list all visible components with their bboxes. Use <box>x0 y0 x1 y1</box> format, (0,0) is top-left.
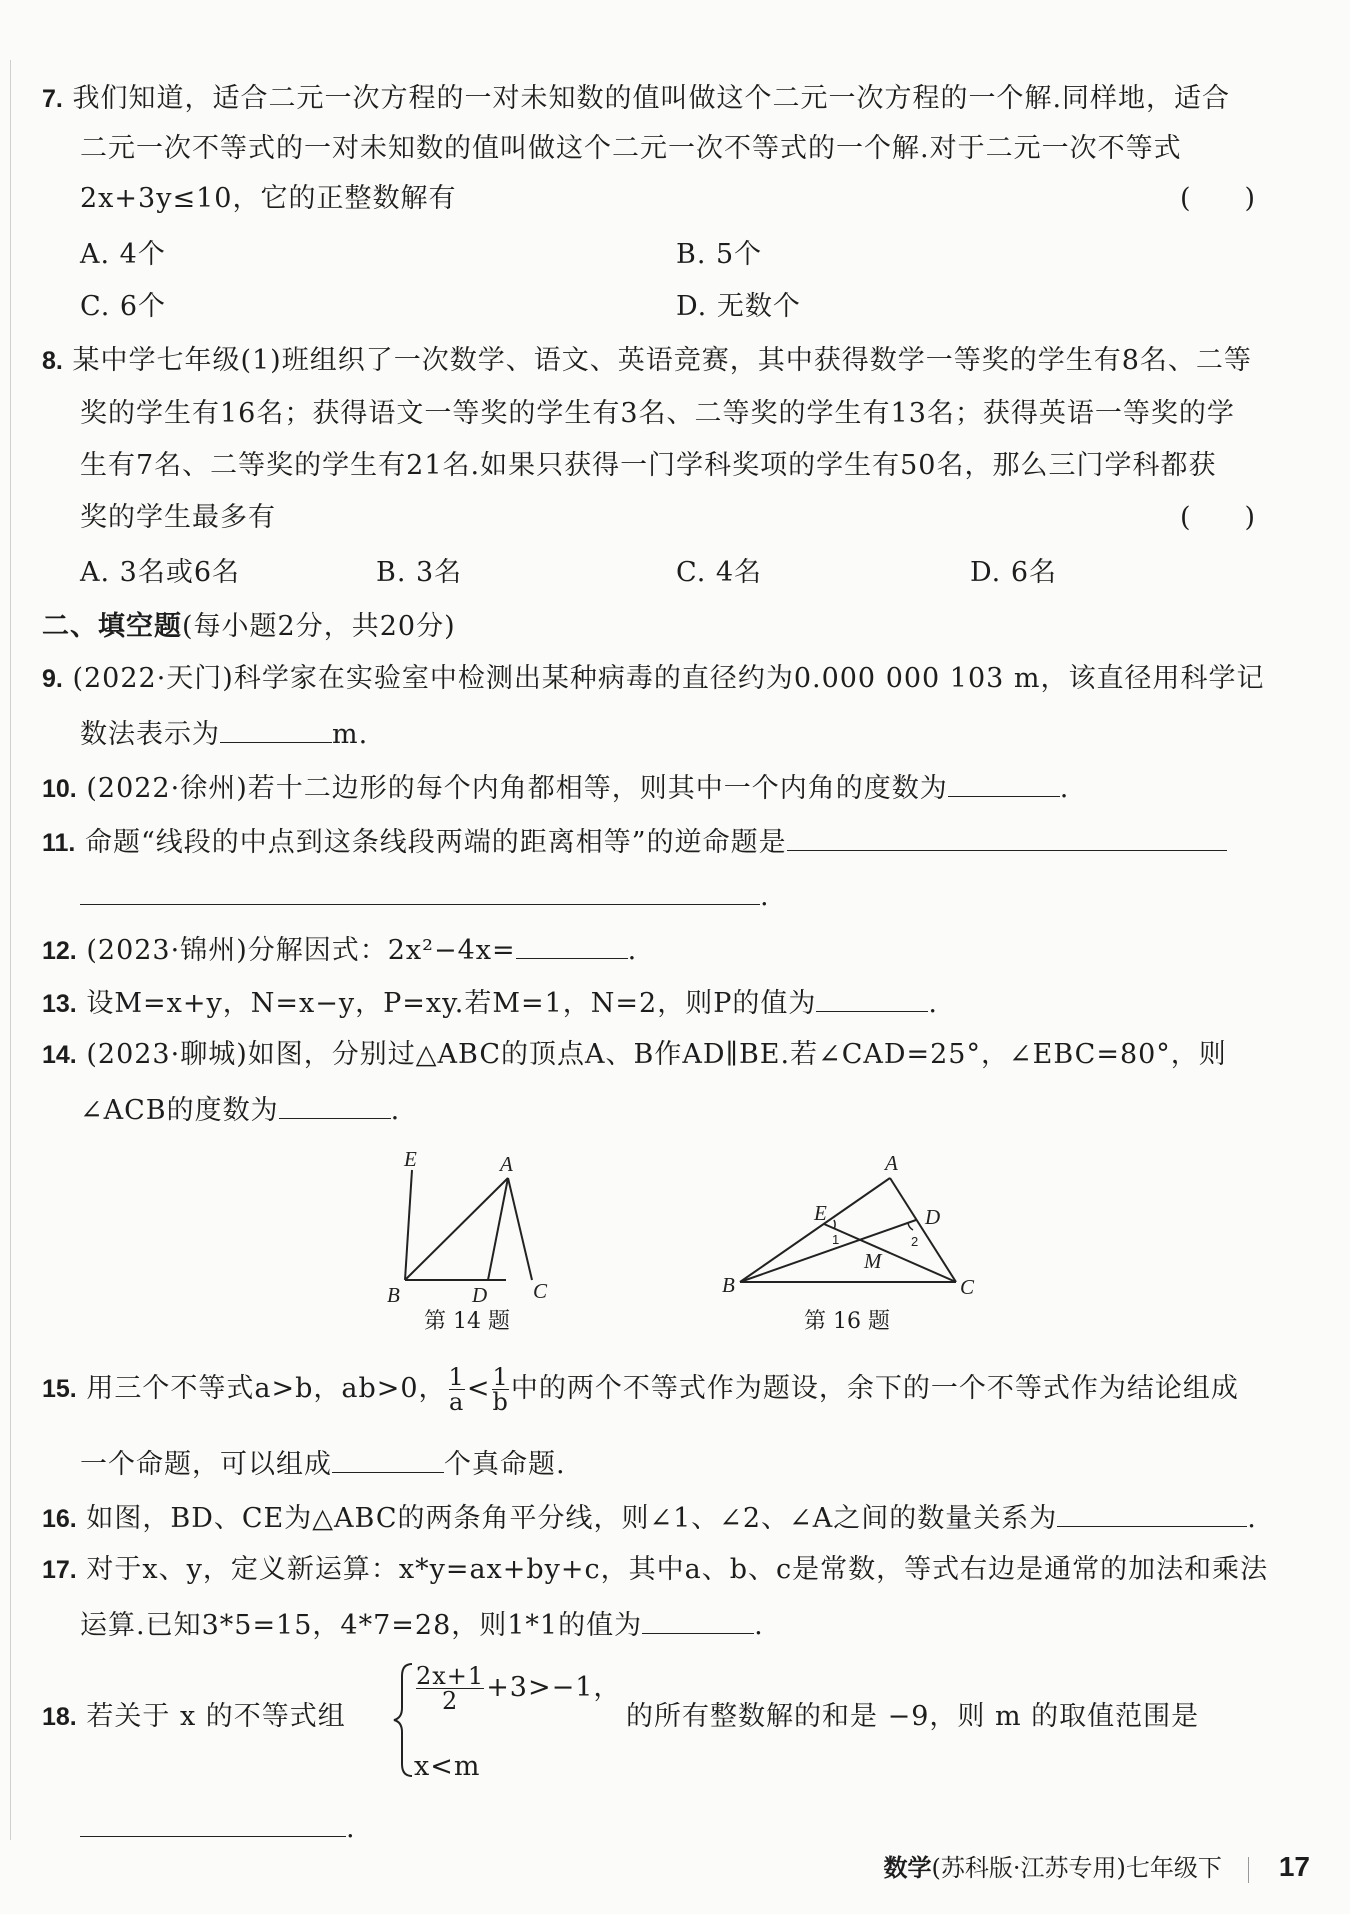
q15-number: 15. <box>42 1375 77 1403</box>
fig16-segment-ac <box>890 1178 956 1282</box>
q7-option-a: A. 4个 <box>80 239 166 270</box>
q8-line4: 奖的学生最多有 <box>80 502 276 533</box>
q8-line3: 生有7名、二等奖的学生有21名.如果只获得一门学科奖项的学生有50名，那么三门学科都获 <box>80 450 1217 481</box>
q14-line1: 14. (2023·聊城)如图，分别过△ABC的顶点A、B作AD∥BE.若∠CAD=25°，∠EBC=80°，则 <box>42 1039 1227 1070</box>
q12-number: 12. <box>42 937 77 965</box>
q12-line: 12. (2023·锦州)分解因式：2x²−4x= . <box>42 932 637 968</box>
q18-answer-line: . <box>80 1810 356 1846</box>
fig14-segment-ac <box>508 1178 532 1280</box>
q11-answer-blank-2[interactable] <box>80 878 760 905</box>
q18-number-line: 18. 若关于 x 的不等式组 <box>42 1701 346 1732</box>
q8-answer-paren: ( ) <box>1180 502 1256 533</box>
q16-answer-blank[interactable] <box>1057 1500 1247 1527</box>
fig14-label-c: C <box>533 1279 548 1303</box>
q9-line2: 数法表示为 m. <box>80 716 368 752</box>
fig16-label-c: C <box>960 1275 975 1299</box>
section2-heading: 二、填空题(每小题2分，共20分) <box>42 611 456 642</box>
q11-number: 11. <box>42 829 76 857</box>
q7-option-c: C. 6个 <box>80 291 167 322</box>
fig14-label-a: A <box>500 1152 513 1176</box>
q9-number: 9. <box>42 665 63 693</box>
fig16-segment-ec <box>824 1224 956 1282</box>
q15-fraction-1-over-a: $\frac{1}{a}$ <box>448 1363 465 1416</box>
q7-line2: 二元一次不等式的一对未知数的值叫做这个二元一次不等式的一个解.对于二元一次不等式 <box>80 133 1182 164</box>
q8-option-c: C. 4名 <box>676 557 763 588</box>
fig16-angle-1-label: 1 <box>832 1232 840 1247</box>
q8-option-b: B. 3名 <box>376 557 463 588</box>
q7-option-b: B. 5个 <box>676 239 763 270</box>
figure-16 <box>720 1140 980 1310</box>
q14-answer-blank[interactable] <box>279 1092 391 1119</box>
q13-number: 13. <box>42 990 77 1018</box>
fig14-label-d: D <box>472 1283 488 1307</box>
fig14-segment-ba <box>405 1178 508 1280</box>
q8-option-d: D. 6名 <box>970 557 1058 588</box>
q11-line1: 11. 命题“线段的中点到这条线段两端的距离相等”的逆命题是 <box>42 824 1227 860</box>
q16-line: 16. 如图，BD、CE为△ABC的两条角平分线，则∠1、∠2、∠A之间的数量关系为 . <box>42 1500 1257 1536</box>
q9-answer-blank[interactable] <box>220 716 332 743</box>
q18-system-line2: x<m <box>414 1751 481 1782</box>
q15-fraction-1-over-b: $\frac{1}{b}$ <box>492 1363 509 1416</box>
fig16-angle-1-arc <box>834 1220 835 1229</box>
q8-option-a: A. 3名或6名 <box>80 557 241 588</box>
q17-answer-blank[interactable] <box>642 1607 754 1634</box>
q15-answer-blank[interactable] <box>332 1446 444 1473</box>
fig16-label-a: A <box>885 1151 898 1175</box>
q7-line1: 7. 我们知道，适合二元一次方程的一对未知数的值叫做这个二元一次方程的一个解.同样地，适合 <box>42 83 1231 114</box>
fig16-caption: 第 16 题 <box>804 1309 890 1334</box>
q7-option-d: D. 无数个 <box>676 291 801 322</box>
q10-answer-blank[interactable] <box>948 770 1060 797</box>
q11-answer-blank-1[interactable] <box>787 824 1227 851</box>
q7-answer-paren: ( ) <box>1180 183 1256 214</box>
fig14-segment-be <box>405 1170 412 1280</box>
q14-line2: ∠ACB的度数为 . <box>80 1092 400 1128</box>
fig14-caption: 第 14 题 <box>424 1309 510 1334</box>
left-margin-rule <box>10 60 11 1840</box>
q13-line: 13. 设M=x+y，N=x−y，P=xy.若M=1，N=2，则P的值为 . <box>42 985 938 1021</box>
fig14-segment-ad <box>488 1178 508 1280</box>
q9-line1: 9. (2022·天门)科学家在实验室中检测出某种病毒的直径约为0.000 000 103 m，该直径用科学记 <box>42 663 1265 694</box>
fig16-segment-bd <box>740 1220 919 1282</box>
q12-answer-blank[interactable] <box>516 932 628 959</box>
q17-line2: 运算.已知3*5=15，4*7=28，则1*1的值为 . <box>80 1607 764 1643</box>
fig16-angle-2-label: 2 <box>911 1234 919 1249</box>
q7-line3: 2x+3y≤10，它的正整数解有 <box>80 183 457 214</box>
footer-separator <box>1248 1857 1249 1883</box>
fig14-label-b: B <box>387 1283 400 1307</box>
q15-line1: 15. 用三个不等式a>b，ab>0， $\frac{1}{a}$ < $\frac{1}{b}$ 中的两个不等式作为题设，余下的一个不等式作为结论组成 <box>42 1363 1239 1416</box>
page-number: 17 <box>1278 1851 1310 1882</box>
q10-line: 10. (2022·徐州)若十二边形的每个内角都相等，则其中一个内角的度数为 . <box>42 770 1069 806</box>
q14-number: 14. <box>42 1041 77 1069</box>
q10-number: 10. <box>42 775 77 803</box>
q8-line1: 8. 某中学七年级(1)班组织了一次数学、语文、英语竞赛，其中获得数学一等奖的学生有8名、二等 <box>42 345 1252 376</box>
q15-line2: 一个命题，可以组成 个真命题. <box>80 1446 566 1482</box>
fig14-label-e: E <box>404 1147 417 1171</box>
fig16-label-e: E <box>814 1201 827 1225</box>
q18-system-line1: $\frac{2x+1}{2}$ +3>−1， <box>416 1662 622 1715</box>
q13-answer-blank[interactable] <box>816 985 928 1012</box>
q18-number: 18. <box>42 1703 77 1731</box>
q7-number: 7. <box>42 85 63 113</box>
fig16-label-m: M <box>864 1249 882 1273</box>
fig16-label-d: D <box>925 1205 941 1229</box>
q18-answer-blank[interactable] <box>80 1810 346 1837</box>
figure-14 <box>380 1140 560 1310</box>
q16-number: 16. <box>42 1505 77 1533</box>
fig16-label-b: B <box>722 1273 735 1297</box>
page-footer <box>883 1848 1310 1883</box>
q8-number: 8. <box>42 347 63 375</box>
q17-line1: 17. 对于x、y，定义新运算：x*y=ax+by+c，其中a、b、c是常数，等式右边是通常的加法和乘法 <box>42 1554 1269 1585</box>
q18-text: 的所有整数解的和是 −9，则 m 的取值范围是 <box>626 1701 1200 1732</box>
footer-subject: 数学 <box>883 1855 932 1882</box>
q18-fraction: $\frac{2x+1}{2}$ <box>416 1662 485 1715</box>
q17-number: 17. <box>42 1556 77 1584</box>
q11-line2: . <box>80 878 770 914</box>
footer-edition: (苏科版·江苏专用)七年级下 <box>931 1854 1222 1882</box>
fig16-angle-2-arc <box>908 1223 913 1230</box>
q8-line2: 奖的学生有16名；获得语文一等奖的学生有3名、二等奖的学生有13名；获得英语一等奖的学 <box>80 398 1235 429</box>
